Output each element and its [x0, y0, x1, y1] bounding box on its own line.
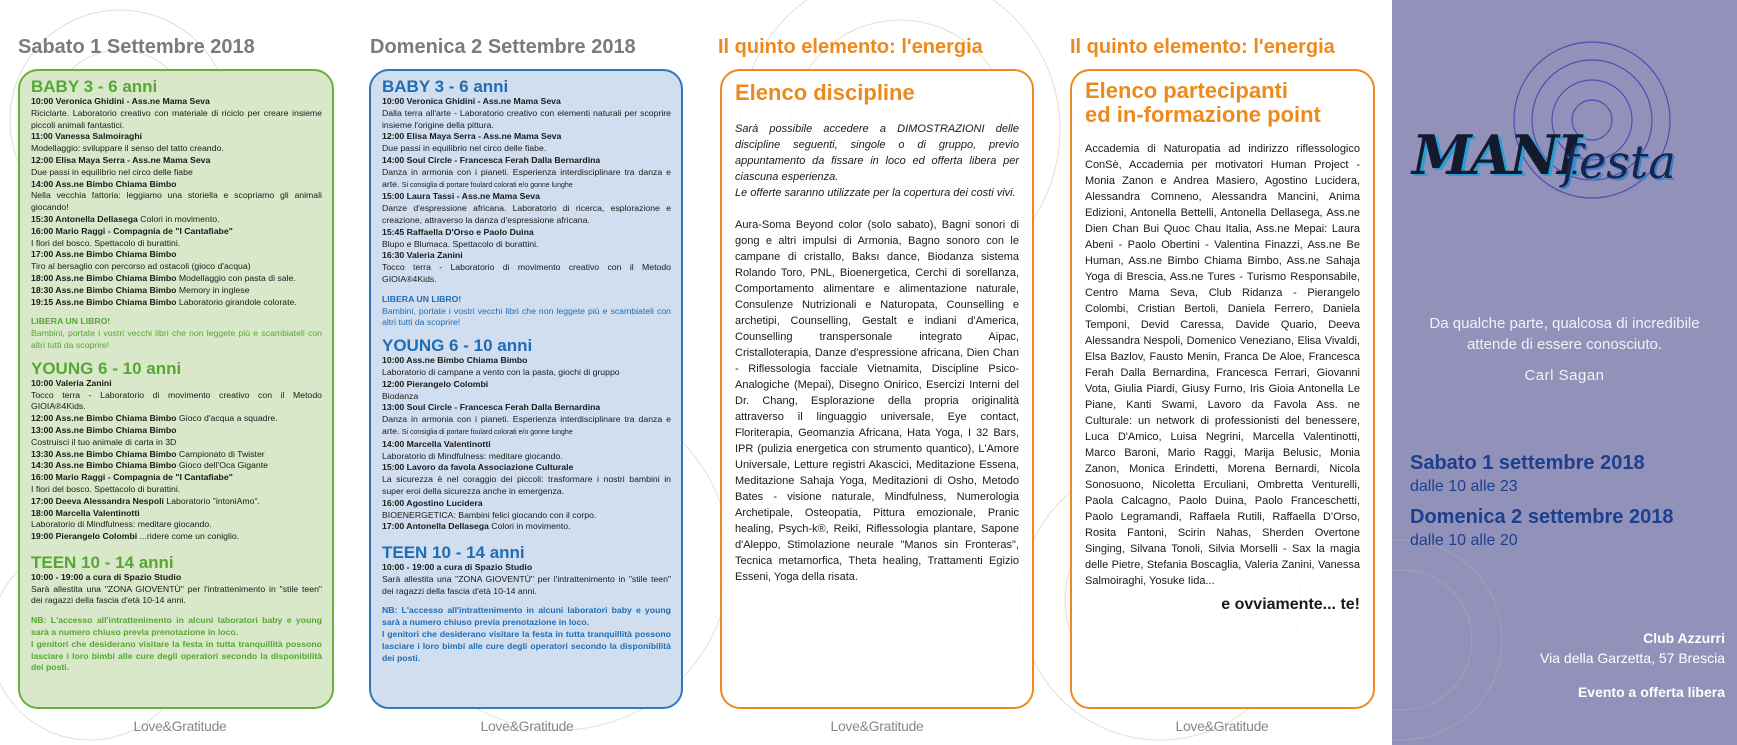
saturday-title: Sabato 1 Settembre 2018: [18, 36, 255, 58]
schedule-entry: [382, 227, 671, 251]
disciplines-costs-note: Le offerte saranno utilizzate per la copertura dei costi vivi.: [735, 187, 1016, 199]
nb-access: NB: L'accesso all'intrattenimento in alcuni laboratori baby e young sarà a numero chiuso previa prenotazione in loco.: [382, 605, 671, 628]
libera-title: LIBERA UN LIBRO!: [382, 293, 462, 304]
footer-love-gratitude: Love&Gratitude: [133, 718, 227, 734]
footer-love-gratitude: Love&Gratitude: [1175, 718, 1269, 734]
schedule-entry: [31, 155, 322, 179]
nb-parents: I genitori che desiderano visitare la festa in tutta tranquillità possono lasciare i loro bimbi alle cure degli operatori secondo la disponibilità dei posti.: [31, 638, 322, 673]
schedule-entry: [382, 498, 671, 522]
entry-note: Si consiglia di portare foulard colorati e/o gonne lunghe: [401, 181, 573, 189]
venue-name: Club Azzurri: [1643, 630, 1725, 646]
entry-time-host: 16:00 Mario Raggi - Compagnia de "I Cantafiabe": [31, 225, 233, 236]
venue-info: [1540, 628, 1725, 702]
entry-description: Danza in armonia con i pianeti. Esperienza interdisciplinare tra danza e arte.: [382, 414, 671, 436]
schedule-entry: [382, 131, 671, 155]
footer-love-gratitude: Love&Gratitude: [830, 718, 924, 734]
entry-description: Gioco d'acqua a squadre.: [178, 413, 278, 424]
free-offer-note: Evento a offerta libera: [1577, 684, 1725, 700]
libera-text: Bambini, portate i vostri vecchi libri che non leggete più e scambiateli con altri tutti da scoprire!: [382, 305, 671, 328]
young-section: [31, 359, 322, 543]
disciplines-intro: Sarà possibile accedere a DIMOSTRAZIONI delle discipline seguenti, singole o di gruppo, previo appuntamento da fissare in loco ed offerta libera per ciascuna esperienza.: [735, 123, 1019, 183]
entry-description: Laboratorio "intoniAmo".: [166, 495, 260, 506]
teen-section: [382, 543, 671, 597]
venue-address: Via della Garzetta, 57 Brescia: [1540, 650, 1725, 666]
schedule-entry: [31, 449, 322, 461]
footer-love-gratitude: Love&Gratitude: [480, 718, 574, 734]
schedule-entry: [382, 462, 671, 497]
cover-panel: [1392, 0, 1737, 745]
participants-heading: Elenco partecipanti: [1085, 78, 1288, 103]
disciplines-heading: Elenco discipline: [735, 80, 915, 105]
date-saturday: Sabato 1 settembre 2018: [1410, 452, 1645, 474]
entry-time-host: 15:45 Raffaella D'Orso e Paolo Duina: [382, 226, 534, 237]
entry-time-host: 17:00 Antonella Dellasega: [382, 521, 489, 532]
entry-description: Laboratorio di campane a vento con la pasta, giochi di gruppo: [382, 366, 620, 377]
entry-time-host: 12:00 Elisa Maya Serra - Ass.ne Mama Seva: [31, 154, 211, 165]
quote-author: Carl Sagan: [1524, 367, 1605, 384]
entry-time-host: 12:00 Pierangelo Colombi: [382, 378, 489, 389]
libera-un-libro: [382, 294, 671, 329]
entry-description: I fiori del bosco. Spettacolo di burattini.: [31, 483, 181, 494]
schedule-entry: [31, 226, 322, 250]
entry-description: Danze d'espressione africana. Laboratorio di ricerca, esplorazione e creazione, attraverso la danza d'espressione africana.: [382, 203, 671, 225]
entry-time-host: 18:00 Marcella Valentinotti: [31, 507, 140, 518]
nb-note: [31, 615, 322, 674]
entry-description: Nella vecchia fattoria: leggiamo una storiella e scopriamo gli animali giocando!: [31, 190, 322, 213]
logo-script-text: festa: [1562, 135, 1676, 189]
schedule-entry: [382, 521, 671, 533]
quote: [1392, 313, 1737, 355]
nb-note: [382, 605, 671, 664]
schedule-entry: [382, 439, 671, 463]
participants-list: Accademia di Naturopatia ad indirizzo riflessologico ConSè, Accademia per motivatori Human Project - Monia Zanon e Andrea Masiero, Agostino Lucidera, Alessandra Comneno, Alessandra Mancini, Anima Edizioni, Antonella Bettelli, Antonella Dellasega, Ass.ne Dien Chan Bui Quoc Chau Italia, Ass.ne Mepai: Laura Abeni - Paolo Obertini - Valentina Finazzi, Ass.ne Be Human, Ass.ne Bimbo Chiama Bimbo, Ass.ne Sahaja Yoga di Brescia, Ass.ne Tures - Turismo Responsabile, Centro Mama Seva, Club Ridanza - Pierangelo Colombi, Cristian Bertoli, Daniela Ferrero, Daniela Temponi, Devid Caressa, Davide Quario, Deeva Alessandra Nespoli, Domenico Veneziano, Elisa Vivaldi, Elsa Bazlov, Fausto Menin, Franca De Aloe, Francesca Ferah Dalla Bernardina, Francesca Ferrari, Giovanni Vota, Giulia Piardi, Giusy Furno, Iris Gioia Antonella Le Piane, Kanti Swami, Lavoro da Favola Ass. ne Culturale: un network di professionisti del benessere, Luca D'Amico, Luisa Negrini, Marcella Valentinotti, Marco Baroni, Mario Raggi, Marija Belusic, Monia Zanon, Monica Erindetti, Morena Bernardi, Nicola Sonosuono, Nicoletta Erculiani, Ombretta Venturelli, Paola Calcagno, Paolo Duina, Paolo Franceschetti, Paolo Legramandi, Raffaela Rutili, Raffaella D'Orso, Rosita Fantoni, Scirin Nahas, Sherden Overtone Singing, Silvana Tonoli, Silvia Morselli - Sax la magia delle Pietre, Stefania Boscaglia, Valeria Zanini, Vanessa Salmoiraghi, Yosuke Iida...: [1085, 143, 1360, 587]
entry-time-host: 12:00 Ass.ne Bimbo Chiama Bimbo: [31, 413, 177, 424]
saturday-program-box: [18, 69, 334, 709]
schedule-entry: [31, 378, 322, 413]
entry-description: Laboratorio di Mindfulness: meditare giocando.: [382, 450, 563, 461]
baby-section: [31, 77, 322, 308]
schedule-entry: [382, 191, 671, 226]
baby-heading: BABY 3 - 6 anni: [382, 77, 509, 96]
info-point-heading: ed in-formazione point: [1085, 102, 1321, 127]
teen-heading: TEEN 10 - 14 anni: [382, 543, 525, 563]
disciplines-box: [720, 69, 1034, 709]
young-heading: YOUNG 6 - 10 anni: [382, 336, 533, 356]
entry-time-host: 17:00 Ass.ne Bimbo Chiama Bimbo: [31, 249, 177, 260]
schedule-entry: [31, 214, 322, 226]
young-heading: YOUNG 6 - 10 anni: [31, 358, 182, 378]
schedule-entry: [31, 472, 322, 496]
sunday-program-box: [369, 69, 683, 709]
entry-description: Modellaggio con pasta di sale.: [178, 272, 296, 283]
entry-description: BIOENERGETICA: Bambini felici giocando con il corpo.: [382, 509, 597, 520]
entry-time-host: 17:00 Deeva Alessandra Nespoli: [31, 495, 164, 506]
hours-sunday: dalle 10 alle 20: [1410, 532, 1518, 549]
entry-description: Danza in armonia con i pianeti. Esperienza interdisciplinare tra danza e arte.: [382, 166, 671, 189]
schedule-entry: [31, 531, 322, 543]
schedule-entry: [382, 155, 671, 191]
hours-saturday: dalle 10 alle 23: [1410, 478, 1518, 495]
libera-un-libro: [31, 316, 322, 351]
entry-time-host: 15:00 Lavoro da favola Associazione Culturale: [382, 462, 574, 473]
event-dates: [1410, 450, 1673, 558]
teen-heading: TEEN 10 - 14 anni: [31, 552, 174, 572]
entry-time-host: 16:00 Mario Raggi - Compagnia de "I Cantafiabe": [31, 472, 233, 483]
entry-time-host: 14:00 Marcella Valentinotti: [382, 438, 491, 449]
schedule-entry: [31, 425, 322, 449]
entry-description: Colori in movimento.: [491, 521, 571, 532]
schedule-entry: [31, 496, 322, 508]
teen-section: [31, 553, 322, 607]
entry-time-host: 14:00 Ass.ne Bimbo Chiama Bimbo: [31, 178, 177, 189]
schedule-entry: [31, 96, 322, 131]
manifesta-logo: [1412, 95, 1732, 225]
entry-time-host: 16:30 Valeria Zanini: [382, 250, 463, 261]
entry-time-host: 11:00 Vanessa Salmoiraghi: [31, 131, 143, 142]
entry-time-host: 15:30 Antonella Dellasega: [31, 213, 138, 224]
entry-description: Laboratorio girandole colorate.: [178, 296, 297, 307]
entry-description: Colori in movimento.: [140, 213, 220, 224]
entry-time-host: 10:00 Ass.ne Bimbo Chiama Bimbo: [382, 355, 528, 366]
schedule-entry: [31, 273, 322, 285]
entry-time-host: 19:00 Pierangelo Colombi: [31, 531, 138, 542]
young-section: [382, 336, 671, 533]
entry-description: Biodanza: [382, 390, 419, 401]
schedule-entry: [382, 96, 671, 131]
logo-main-text: MANI: [1412, 123, 1581, 187]
entry-description: Campionato di Twister: [178, 448, 265, 459]
entry-note: Si consiglia di portare foulard colorati e/o gonne lunghe: [401, 428, 573, 436]
schedule-entry: [382, 562, 671, 597]
date-sunday: Domenica 2 settembre 2018: [1410, 506, 1674, 528]
schedule-entry: [31, 508, 322, 532]
entry-description: Tocco terra - Laboratorio di movimento creativo con il Metodo GIOIA®4Kids.: [31, 389, 322, 412]
schedule-entry: [382, 379, 671, 403]
schedule-entry: [31, 460, 322, 472]
entry-description: Tiro al bersaglio con percorso ad ostacoli (gioco d'acqua): [31, 261, 251, 272]
schedule-entry: [31, 131, 322, 155]
schedule-entry: [31, 572, 322, 607]
libera-text: Bambini, portate i vostri vecchi libri che non leggete più e scambiateli con altri tutti da scoprire!: [31, 328, 322, 350]
entry-time-host: 10:00 - 19:00 a cura di Spazio Studio: [31, 571, 182, 582]
entry-description: Dalla terra all'arte - Laboratorio creativo con elementi naturali per scoprire insieme l'origine della pittura.: [382, 107, 671, 130]
quote-line: attende di essere conosciuto.: [1466, 336, 1663, 353]
entry-description: La sicurezza è nel coraggio dei piccoli: trasformare i nostri bambini in super eroi della sicurezza anche in emergenza.: [382, 474, 671, 496]
schedule-entry: [31, 249, 322, 273]
nb-parents: I genitori che desiderano visitare la festa in tutta tranquillità possono lasciare i loro bimbi alle cure degli operatori secondo la disponibilità dei posti.: [382, 629, 671, 663]
entry-description: Costruisci il tuo animale di carta in 3D: [31, 436, 177, 447]
entry-time-host: 18:00 Ass.ne Bimbo Chiama Bimbo: [31, 272, 177, 283]
entry-description: Sarà allestita una "ZONA GIOVENTÙ" per l'intrattenimento in "stile teen" dei ragazzi della fascia d'età 10-14 anni.: [31, 583, 322, 606]
entry-description: Riciclarte. Laboratorio creativo con materiale di riciclo per creare insieme piccoli animali fantastici.: [31, 107, 322, 130]
saturday-program: [20, 71, 332, 674]
entry-description: Gioco dell'Oca Gigante: [178, 460, 268, 471]
participants-box: [1070, 69, 1375, 709]
entry-description: I fiori del bosco. Spettacolo di burattini.: [31, 237, 181, 248]
schedule-entry: [31, 413, 322, 425]
energy-title: Il quinto elemento: l'energia: [718, 36, 983, 58]
entry-time-host: 14:00 Soul Circle - Francesca Ferah Dalla Bernardina: [382, 154, 601, 165]
entry-description: Modellaggio: sviluppare il senso del tatto creando.: [31, 143, 224, 154]
entry-time-host: 16:00 Agostino Lucidera: [382, 497, 483, 508]
entry-description: Tocco terra - Laboratorio di movimento creativo con il Metodo GIOIA®4Kids.: [382, 262, 671, 284]
entry-description: Sarà allestita una "ZONA GIOVENTÙ" per l'intrattenimento in "stile teen" dei ragazzi della fascia d'età 10-14 anni.: [382, 573, 671, 596]
schedule-entry: [382, 355, 671, 379]
schedule-entry: [382, 250, 671, 285]
schedule-entry: [31, 297, 322, 309]
energy-title-2: Il quinto elemento: l'energia: [1070, 36, 1335, 58]
sunday-program: [371, 71, 681, 664]
disciplines-list: Aura-Soma Beyond color (solo sabato), Bagni sonori di gong e altri impulsi di Armonia, Bagno sonoro con le campane di cristallo, Baksı dance, Biodanza sistema Rolando Toro, PNL, Bioenergetica, Cerchi di sorellanza, Comportamento alimentare e alimentazione naturale, Consulenze Nutrizionali e Naturopata, Counselling e archetipi, Counselling, Gestalt e indiani d'America, Counselling transpersonale integrato Aipac, Cristalloterapia, Danze d'espressione africana, Dien Chan - Riflessologia facciale Vietnamita, Discipline Psico-Analogiche (Mepai), Disegno Onirico, Esercizi Interni del Dr. Chang, Esplorazione della propria originalità attraverso il linguaggio universale, Eye contact, Floriterapia, Geomanzia Africana, Hata Yoga, I 32 Bars, IPR (pulizia energetica con strumento quantico), L'Amore Universale, Letture registri Akascici, Meditazione Essena, Meditazione Sahaja Yoga, Meditazioni di Osho, Metodo Bates - visione naturale, Mindfulness, Numerologia Archetipale, Osteopatia, Pittura emozionale, Pranic healing, Psych-k®, Reiki, Riflessologia plantare, Sapone d'Aleppo, Stimolazione neurale "Manos sin Fronteras", Tecnica metamorfica, Theta healing, Trattamenti Egizio Esseni, Yoga della risata.: [735, 219, 1019, 583]
entry-time-host: 14:30 Ass.ne Bimbo Chiama Bimbo: [31, 460, 177, 471]
entry-time-host: 12:00 Elisa Maya Serra - Ass.ne Mama Seva: [382, 131, 562, 142]
sunday-title: Domenica 2 Settembre 2018: [370, 36, 636, 58]
schedule-entry: [31, 179, 322, 214]
nb-access: NB: L'accesso all'intrattenimento in alcuni laboratori baby e young sarà a numero chiuso previa prenotazione in loco.: [31, 615, 322, 638]
entry-time-host: 19:15 Ass.ne Bimbo Chiama Bimbo: [31, 296, 177, 307]
baby-section: [382, 77, 671, 286]
entry-time-host: 13:00 Ass.ne Bimbo Chiama Bimbo: [31, 424, 177, 435]
entry-description: Memory in inglese: [178, 284, 250, 295]
entry-time-host: 13:00 Soul Circle - Francesca Ferah Dalla Bernardina: [382, 402, 601, 413]
entry-time-host: 18:30 Ass.ne Bimbo Chiama Bimbo: [31, 284, 177, 295]
entry-description: Blupo e Blumaca. Spettacolo di burattini.: [382, 238, 539, 249]
entry-time-host: 13:30 Ass.ne Bimbo Chiama Bimbo: [31, 448, 177, 459]
entry-time-host: 10:00 - 19:00 a cura di Spazio Studio: [382, 562, 533, 573]
closing-line: e ovviamente... te!: [1221, 596, 1360, 613]
entry-time-host: 10:00 Veronica Ghidini - Ass.ne Mama Seva: [31, 96, 210, 106]
baby-heading: BABY 3 - 6 anni: [31, 77, 158, 96]
entry-time-host: 15:00 Laura Tassi - Ass.ne Mama Seva: [382, 191, 540, 202]
schedule-entry: [382, 402, 671, 438]
schedule-entry: [31, 285, 322, 297]
entry-description: Due passi in equilibrio nel circo delle fiabe: [31, 166, 193, 177]
entry-description: Laboratorio di Mindfulness: meditare giocando.: [31, 519, 212, 530]
entry-description: Due passi in equilibrio nel circo delle fiabe.: [382, 143, 547, 154]
entry-description: ...ridere come un coniglio.: [139, 531, 240, 542]
libera-title: LIBERA UN LIBRO!: [31, 316, 111, 327]
quote-line: Da qualche parte, qualcosa di incredibile: [1429, 315, 1700, 332]
entry-time-host: 10:00 Veronica Ghidini - Ass.ne Mama Seva: [382, 96, 561, 106]
entry-time-host: 10:00 Valeria Zanini: [31, 377, 112, 388]
